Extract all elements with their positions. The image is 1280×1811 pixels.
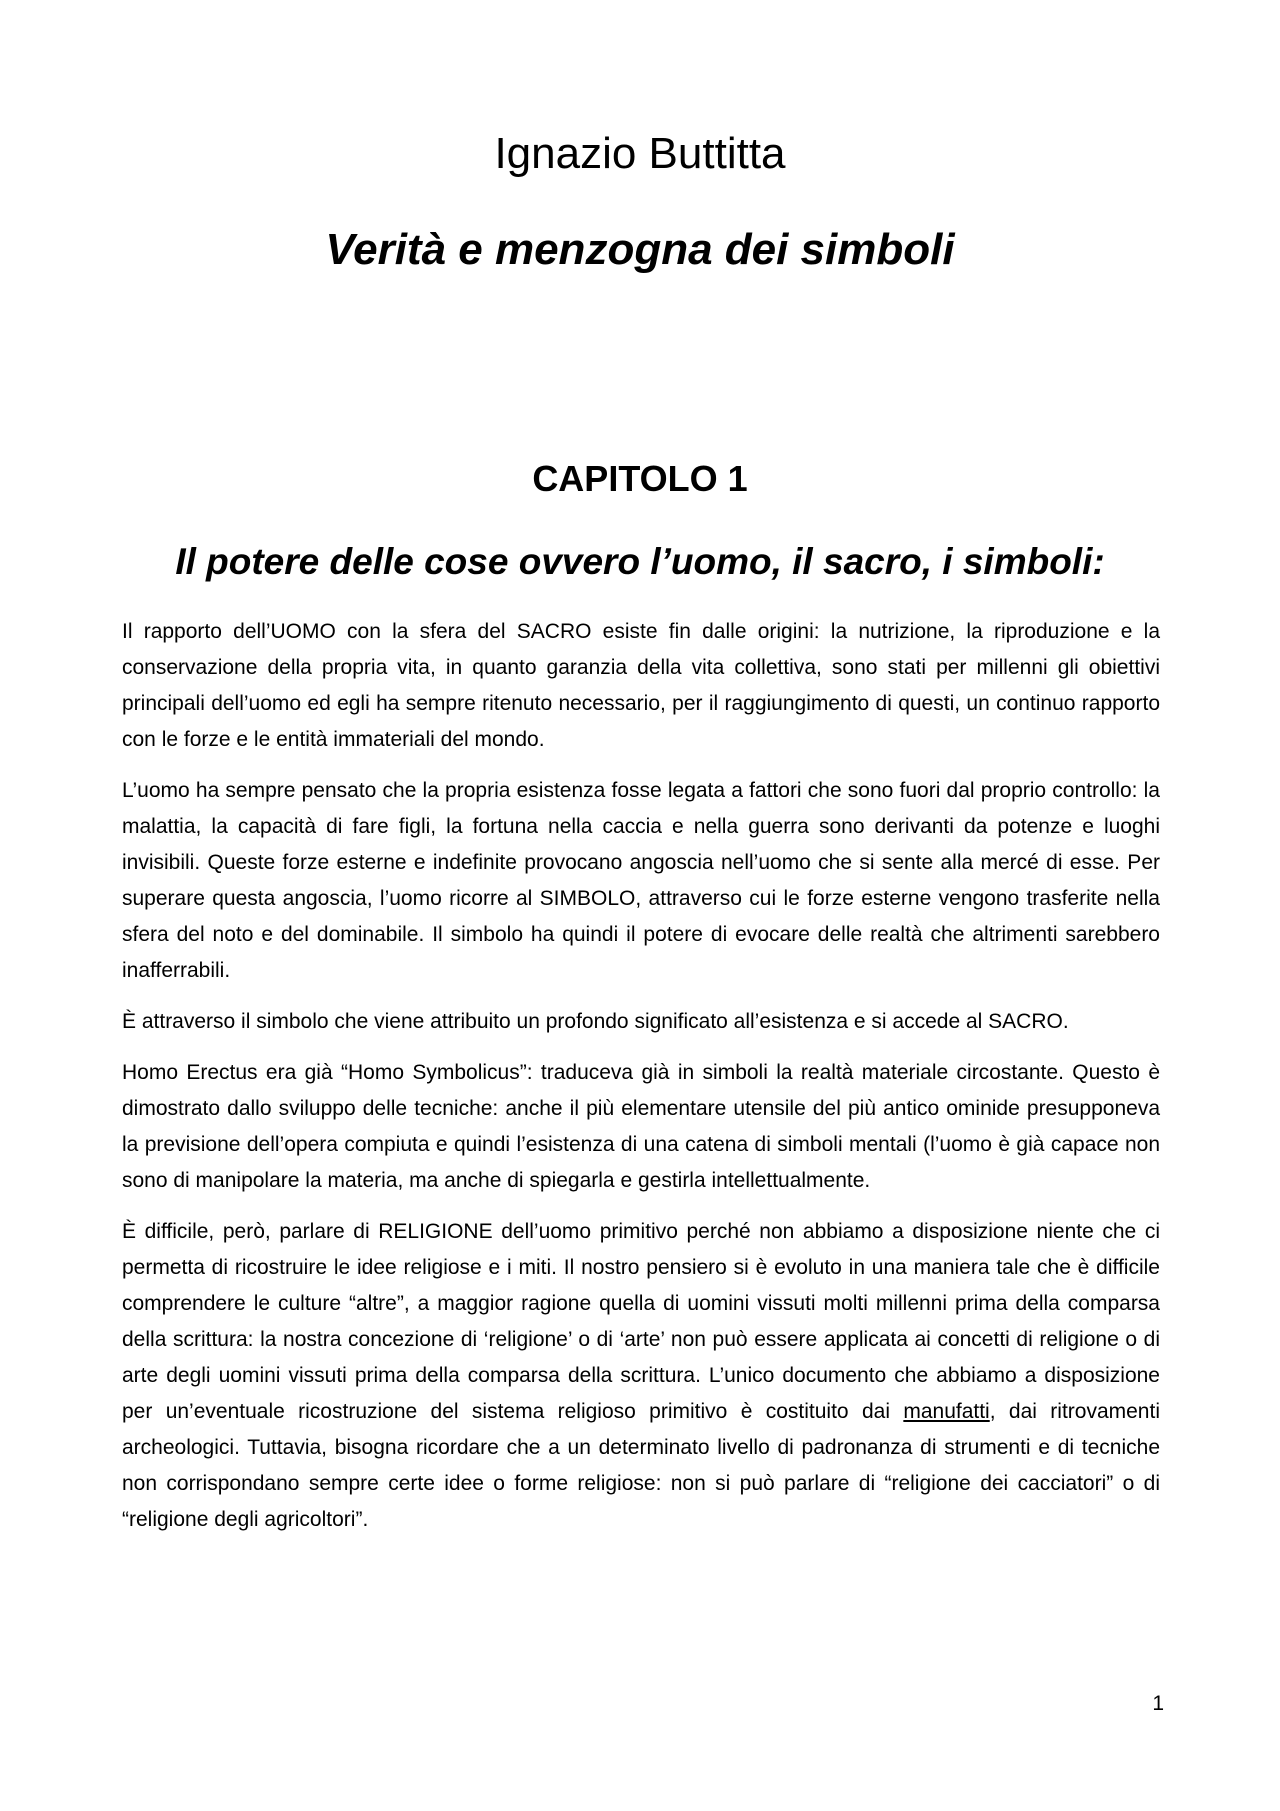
chapter-number: CAPITOLO 1	[532, 458, 748, 499]
chapter-title: Il potere delle cose ovvero l’uomo, il sacro, i simboli:	[175, 541, 1105, 582]
paragraph-3: È attraverso il simbolo che viene attribuito un profondo significato all’esistenza e si accede al SACRO.	[122, 1010, 1069, 1033]
page-number: 1	[1152, 1692, 1164, 1715]
paragraph-2: L’uomo ha sempre pensato che la propria esistenza fosse legata a fattori che sono fuori dal proprio controllo: la malattia, la capacità di fare figli, la fortuna nella caccia e nella guerra sono derivanti da potenze e luoghi invisibili. Queste forze esterne e indefinite provocano angoscia nell’uomo che si sente alla mercé di esse. Per superare questa angoscia, l’uomo ricorre al SIMBOLO, attraverso cui le forze esterne vengono trasferite nella sfera del noto e del dominabile. Il simbolo ha quindi il potere di evocare delle realtà che altrimenti sarebbero inafferrabili.	[122, 779, 1160, 982]
paragraph-5-text-after: , dai ritrovamenti archeologici. Tuttavia, bisogna ricordare che a un determinato livello di padronanza di strumenti e di tecniche non corrispondano sempre certe idee o forme religiose: non si può parlare di “religione dei cacciatori” o di “religione degli agricoltori”.	[122, 1400, 1160, 1531]
chapter-body	[122, 614, 1160, 1553]
paragraph-4: Homo Erectus era già “Homo Symbolicus”: traduceva già in simboli la realtà materiale circostante. Questo è dimostrato dallo sviluppo delle tecniche: anche il più elementare utensile del più antico ominide presupponeva la previsione dell’opera compiuta e quindi l’esistenza di una catena di simboli mentali (l’uomo è già capace non sono di manipolare la materia, ma anche di spiegarla e gestirla intellettualmente.	[122, 1061, 1160, 1192]
paragraph-5	[122, 1214, 1160, 1538]
book-title: Verità e menzogna dei simboli	[325, 225, 955, 274]
underlined-term-manufatti: manufatti	[903, 1400, 990, 1423]
paragraph-5-text-before: È difficile, però, parlare di RELIGIONE dell’uomo primitivo perché non abbiamo a disposizione niente che ci permetta di ricostruire le idee religiose e i miti. Il nostro pensiero si è evoluto in una maniera tale che è difficile comprendere le culture “altre”, a maggior ragione quella di uomini vissuti molti millenni prima della comparsa della scrittura: la nostra concezione di ‘religione’ o di ‘arte’ non può essere applicata ai concetti di religione o di arte degli uomini vissuti prima della comparsa della scrittura. L’unico documento che abbiamo a disposizione per un’eventuale ricostruzione del sistema religioso primitivo è costituito dai	[122, 1220, 1160, 1423]
author-name: Ignazio Buttitta	[494, 129, 786, 178]
paragraph-1: Il rapporto dell’UOMO con la sfera del SACRO esiste fin dalle origini: la nutrizione, la riproduzione e la conservazione della propria vita, in quanto garanzia della vita collettiva, sono stati per millenni gli obiettivi principali dell’uomo ed egli ha sempre ritenuto necessario, per il raggiungimento di questi, un continuo rapporto con le forze e le entità immateriali del mondo.	[122, 620, 1160, 751]
